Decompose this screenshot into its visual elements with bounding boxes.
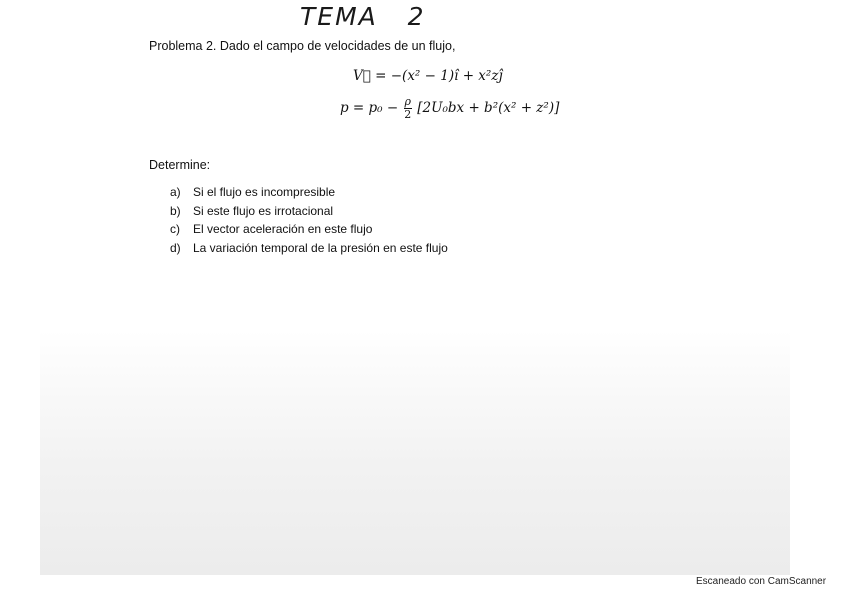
task-text: La variación temporal de la presión en este flujo	[193, 240, 448, 255]
handwritten-title: TEMA 2	[300, 2, 426, 31]
pressure-fraction-denominator: 2	[404, 108, 412, 121]
scanner-watermark: Escaneado con CamScanner	[696, 576, 827, 587]
pressure-fraction-numerator: ρ	[404, 95, 411, 108]
task-text: Si este flujo es irrotacional	[193, 203, 334, 218]
pressure-equation-lhs: p = p₀ −	[340, 100, 399, 116]
velocity-equation: V⃗ = −(x² − 1)î + x²zĵ	[353, 68, 503, 84]
task-item-a	[170, 185, 448, 204]
task-letter: a)	[170, 185, 181, 199]
task-letter: c)	[170, 222, 180, 236]
pressure-fraction	[404, 96, 412, 121]
task-item-c	[170, 222, 448, 241]
pressure-equation	[340, 96, 559, 121]
task-item-d	[170, 241, 448, 260]
determine-heading: Determine:	[149, 158, 211, 172]
task-letter: b)	[170, 203, 181, 218]
scan-background-shade	[40, 330, 790, 575]
task-item-b	[170, 204, 448, 223]
problem-statement: Problema 2. Dado el campo de velocidades de un flujo,	[149, 39, 456, 53]
task-list	[170, 185, 448, 259]
task-text: Si el flujo es incompresible	[193, 185, 336, 199]
task-letter: d)	[170, 240, 181, 255]
task-text: El vector aceleración en este flujo	[193, 222, 373, 236]
pressure-equation-rhs: [2U₀bx + b²(x² + z²)]	[417, 100, 560, 116]
